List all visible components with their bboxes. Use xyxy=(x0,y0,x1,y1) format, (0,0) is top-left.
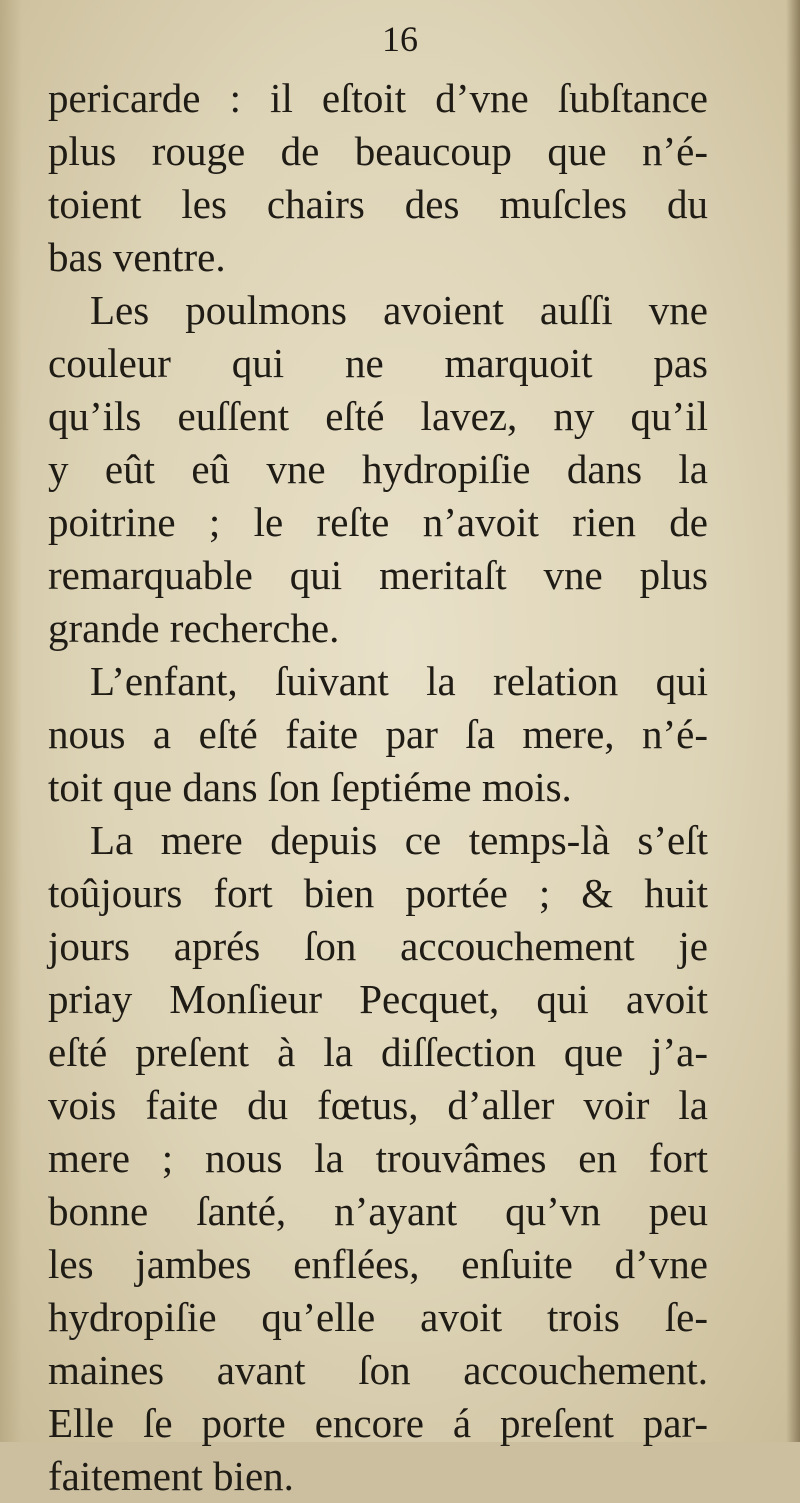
body-text xyxy=(48,72,708,1503)
text-line: priay Monſieur Pecquet, qui avoit xyxy=(48,976,708,1022)
text-line: toûjours fort bien portée ; & huit xyxy=(48,870,708,916)
text-line: toient les chairs des muſcles du xyxy=(48,181,708,227)
text-line: La mere depuis ce temps-là s’eſt xyxy=(90,817,708,863)
page-right-edge xyxy=(786,0,800,1442)
text-line: Les poulmons avoient auſſi vne xyxy=(90,287,708,333)
text-line: les jambes enflées, enſuite d’vne xyxy=(48,1241,708,1287)
text-line: toit que dans ſon ſeptiéme mois. xyxy=(48,764,572,810)
text-line: L’enfant, ſuivant la relation qui xyxy=(90,658,708,704)
text-line: eſté preſent à la diſſection que j’a- xyxy=(48,1029,708,1075)
text-line: nous a eſté faite par ſa mere, n’é- xyxy=(48,711,708,757)
text-line: jours aprés ſon accouchement je xyxy=(48,923,708,969)
text-line: maines avant ſon accouchement. xyxy=(48,1347,708,1393)
text-line: pericarde : il eſtoit d’vne ſubſtance xyxy=(48,75,708,121)
page-left-edge xyxy=(0,0,22,1442)
page-number: 16 xyxy=(382,19,418,59)
text-line: mere ; nous la trouvâmes en fort xyxy=(48,1135,708,1181)
text-line: faitement bien. xyxy=(48,1453,294,1499)
text-line: poitrine ; le reſte n’avoit rien de xyxy=(48,499,708,545)
text-line: Elle ſe porte encore á preſent par- xyxy=(48,1400,708,1446)
text-line: bas ventre. xyxy=(48,234,226,280)
text-line: plus rouge de beaucoup que n’é- xyxy=(48,128,708,174)
text-line: couleur qui ne marquoit pas xyxy=(48,340,708,386)
text-line: hydropiſie qu’elle avoit trois ſe- xyxy=(48,1294,708,1340)
text-line: qu’ils euſſent eſté lavez, ny qu’il xyxy=(48,393,708,439)
text-line: remarquable qui meritaſt vne plus xyxy=(48,552,708,598)
text-line: y eût eû vne hydropiſie dans la xyxy=(48,446,708,492)
text-line: bonne ſanté, n’ayant qu’vn peu xyxy=(48,1188,708,1234)
text-line: grande recherche. xyxy=(48,605,340,651)
text-line: vois faite du fœtus, d’aller voir la xyxy=(48,1082,708,1128)
